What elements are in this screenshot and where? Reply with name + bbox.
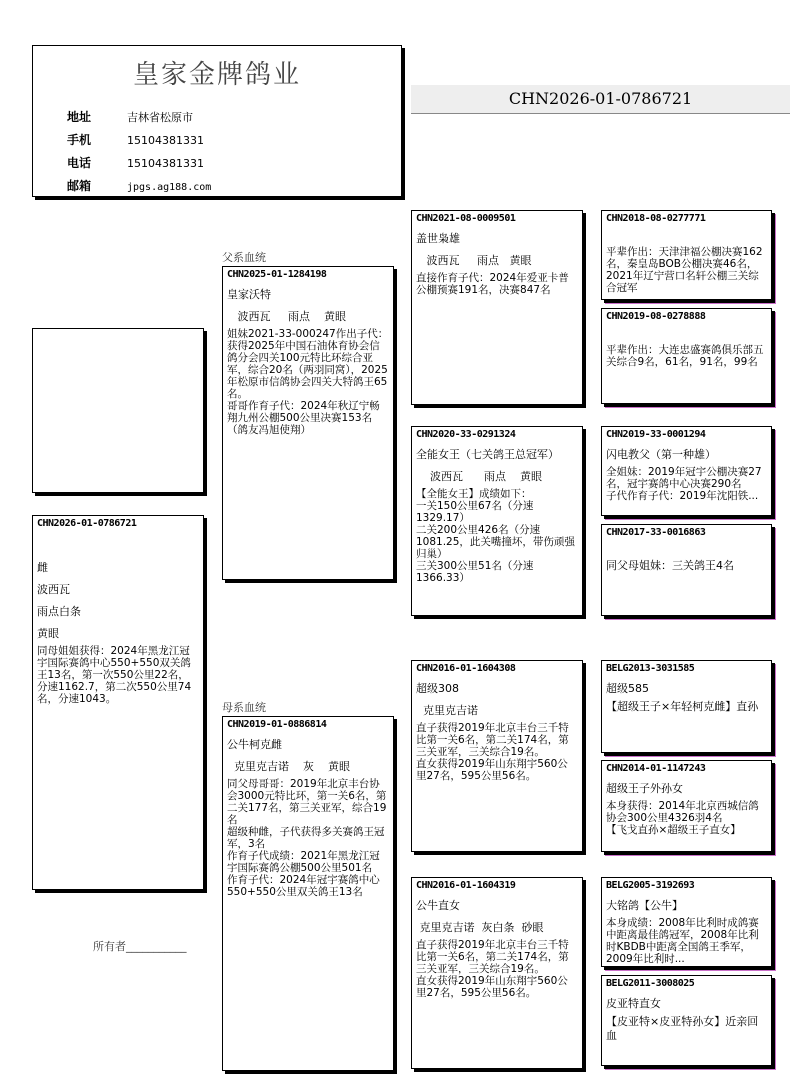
gen4-5-ring-code: BELG2013-3031585: [606, 663, 695, 674]
gen4-7-ring-code: BELG2005-3192693: [606, 880, 695, 891]
sire-card: [222, 266, 394, 580]
breeder-header-card: [32, 45, 402, 197]
mobile-label: 手机: [67, 133, 92, 147]
gen4-card-4: [601, 524, 772, 616]
email-label: 邮箱: [67, 179, 92, 193]
mobile-value: 15104381331: [127, 134, 204, 147]
address-row: [67, 108, 193, 125]
sire-attributes: 波西瓦 雨点 黄眼: [227, 310, 346, 323]
gen4-4-ring-code: CHN2017-33-0016863: [606, 527, 706, 538]
dam-card: [222, 716, 394, 1071]
breeder-title: 皇家金牌鸽业: [132, 60, 301, 90]
gen4-6-description: 本身获得：2014年北京西城信鸽协会300公里4326羽4名 【飞戈直孙×超级王子直女】: [606, 800, 759, 836]
gen4-card-1: [601, 210, 772, 300]
paternal-grandsire-name: 盖世枭雄: [416, 232, 460, 245]
subject-card: [32, 515, 204, 890]
paternal-granddam-description: 【全能女王】成绩如下： 一关150公里67名（分速1329.17） 二关200公里426名（分速1081.25，此关嘴撞坏，带伤顽强归巢） 三关300公里51名（分速1366.33）: [416, 488, 575, 584]
paternal-grandsire-description: 直接作育子代：2024年爱亚卡普公棚预赛191名，决赛847名: [416, 272, 569, 296]
gen4-7-name: 大铭鸽【公牛】: [606, 899, 683, 912]
dam-attributes: 克里克吉诺 灰 黄眼: [227, 760, 350, 773]
email-row: [67, 177, 211, 194]
gen4-6-ring-code: CHN2014-01-1147243: [606, 763, 706, 774]
gen4-1-description: 平辈作出：天津津福公棚决赛162名，秦皇岛BOB公棚决赛46名，2021年辽宁营口名轩公棚三关综合冠军: [606, 246, 763, 294]
gen4-card-7: [601, 877, 772, 967]
gen4-5-description: 【超级王子×年轻柯克雌】直孙: [606, 700, 759, 713]
dam-description: 同父母哥哥：2019年北京丰台协会3000元特比环，第一关6名，第二关177名，第三关亚军，综合19名 超级种雌，子代获得多关赛鸽王冠军，3名 作育子代成绩：2021年黑龙江冠宇国际赛鸽公棚500公里501名 作育子代：2024年冠宇赛鸽中心550+550公里双关鸽王13名: [227, 778, 387, 898]
paternal-granddam-attributes: 波西瓦 雨点 黄眼: [416, 470, 542, 483]
subject-color: 雨点白条: [37, 605, 81, 618]
paternal-granddam-ring-code: CHN2020-33-0291324: [416, 429, 516, 440]
owner-label: 所有者___________: [93, 940, 187, 953]
gen4-3-ring-code: CHN2019-33-0001294: [606, 429, 706, 440]
gen4-2-description: 平辈作出：大连忠盛赛鸽俱乐部五关综合9名，61名，91名，99名: [606, 344, 764, 368]
pigeon-photo-frame: [32, 328, 204, 493]
gen4-8-name: 皮亚特直女: [606, 997, 661, 1010]
phone-value: 15104381331: [127, 157, 204, 170]
ring-number-bar: CHN2026-01-0786721: [411, 85, 790, 114]
gen4-5-name: 超级585: [606, 682, 649, 695]
email-value: jpgs.ag188.com: [127, 182, 212, 193]
sire-description: 姐妹2021-33-000247作出子代：获得2025年中国石油体育协会信鸽分会四关100元特比环综合亚军，综合20名（两羽同窝），2025年松原市信鸽协会四关大特鸽王65名。 哥哥作育子代：2024年秋辽宁畅翔九州公棚500公里决赛153名（鸽友冯旭使翔）: [227, 328, 389, 436]
maternal-grandsire-ring-code: CHN2016-01-1604308: [416, 663, 516, 674]
subject-eye: 黄眼: [37, 627, 59, 640]
maternal-granddam-attributes: 克里克吉诺 灰白条 砂眼: [416, 921, 544, 934]
gen4-card-6: [601, 760, 772, 852]
maternal-grandsire-name: 超级308: [416, 682, 459, 695]
maternal-granddam-card: [411, 877, 583, 1069]
gen4-4-description: 同父母姐妹：三关鸽王4名: [606, 559, 734, 572]
paternal-grandsire-card: [411, 210, 583, 405]
mobile-row: [67, 131, 204, 148]
maternal-grandsire-description: 直子获得2019年北京丰台三千特比第一关6名，第二关174名，第三关亚军，三关综合19名。 直女获得2019年山东翔宇560公里27名，595公里56名。: [416, 722, 569, 782]
sire-ring-code: CHN2025-01-1284198: [227, 269, 327, 280]
gen4-card-2: [601, 308, 772, 404]
address-label: 地址: [67, 110, 92, 124]
mother-line-label: 母系血统: [222, 701, 266, 714]
sire-name: 皇家沃特: [227, 288, 271, 301]
gen4-2-ring-code: CHN2019-08-0278888: [606, 311, 706, 322]
gen4-8-description: 【皮亚特×皮亚特孙女】近亲回血: [606, 1015, 759, 1042]
paternal-grandsire-ring-code: CHN2021-08-0009501: [416, 213, 516, 224]
subject-description: 同母姐姐获得：2024年黑龙江冠宇国际赛鸽中心550+550双关鸽王13名，第一次550公里22名，分速1162.7，第二次550公里74名，分速1043。: [37, 645, 192, 705]
maternal-granddam-description: 直子获得2019年北京丰台三千特比第一关6名，第二关174名，第三关亚军，三关综合19名。 直女获得2019年山东翔宇560公里27名，595公里56名。: [416, 939, 569, 999]
phone-row: [67, 154, 204, 171]
paternal-granddam-card: [411, 426, 583, 616]
dam-ring-code: CHN2019-01-0886814: [227, 719, 327, 730]
subject-strain: 波西瓦: [37, 583, 70, 596]
gen4-3-name: 闪电教父（第一种雄）: [606, 448, 716, 461]
father-line-label: 父系血统: [222, 251, 266, 264]
gen4-7-description: 本身成绩：2008年比利时成鸽赛中距离最佳鸽冠军，2008年比利时KBDB中距离全国鸽王季军，2009年比利时...: [606, 917, 759, 965]
subject-ring-code: CHN2026-01-0786721: [37, 518, 137, 529]
subject-sex: 雌: [37, 561, 48, 574]
maternal-granddam-ring-code: CHN2016-01-1604319: [416, 880, 516, 891]
paternal-granddam-name: 全能女王（七关鸽王总冠军）: [416, 448, 559, 461]
gen4-8-ring-code: BELG2011-3008025: [606, 978, 695, 989]
gen4-6-name: 超级王子外孙女: [606, 782, 683, 795]
gen4-3-description: 全姐妹：2019年冠宇公棚决赛27名，冠宇赛鸽中心决赛290名 子代作育子代：2019年沈阳铁...: [606, 466, 762, 502]
paternal-grandsire-attributes: 波西瓦 雨点 黄眼: [416, 254, 532, 267]
address-value: 吉林省松原市: [127, 111, 193, 124]
dam-name: 公牛柯克雌: [227, 738, 282, 751]
phone-label: 电话: [67, 156, 92, 170]
maternal-grandsire-card: [411, 660, 583, 852]
maternal-granddam-name: 公牛直女: [416, 899, 460, 912]
gen4-1-ring-code: CHN2018-08-0277771: [606, 213, 706, 224]
maternal-grandsire-attributes: 克里克吉诺: [416, 704, 478, 717]
gen4-card-8: [601, 975, 772, 1066]
gen4-card-3: [601, 426, 772, 516]
gen4-card-5: [601, 660, 772, 753]
